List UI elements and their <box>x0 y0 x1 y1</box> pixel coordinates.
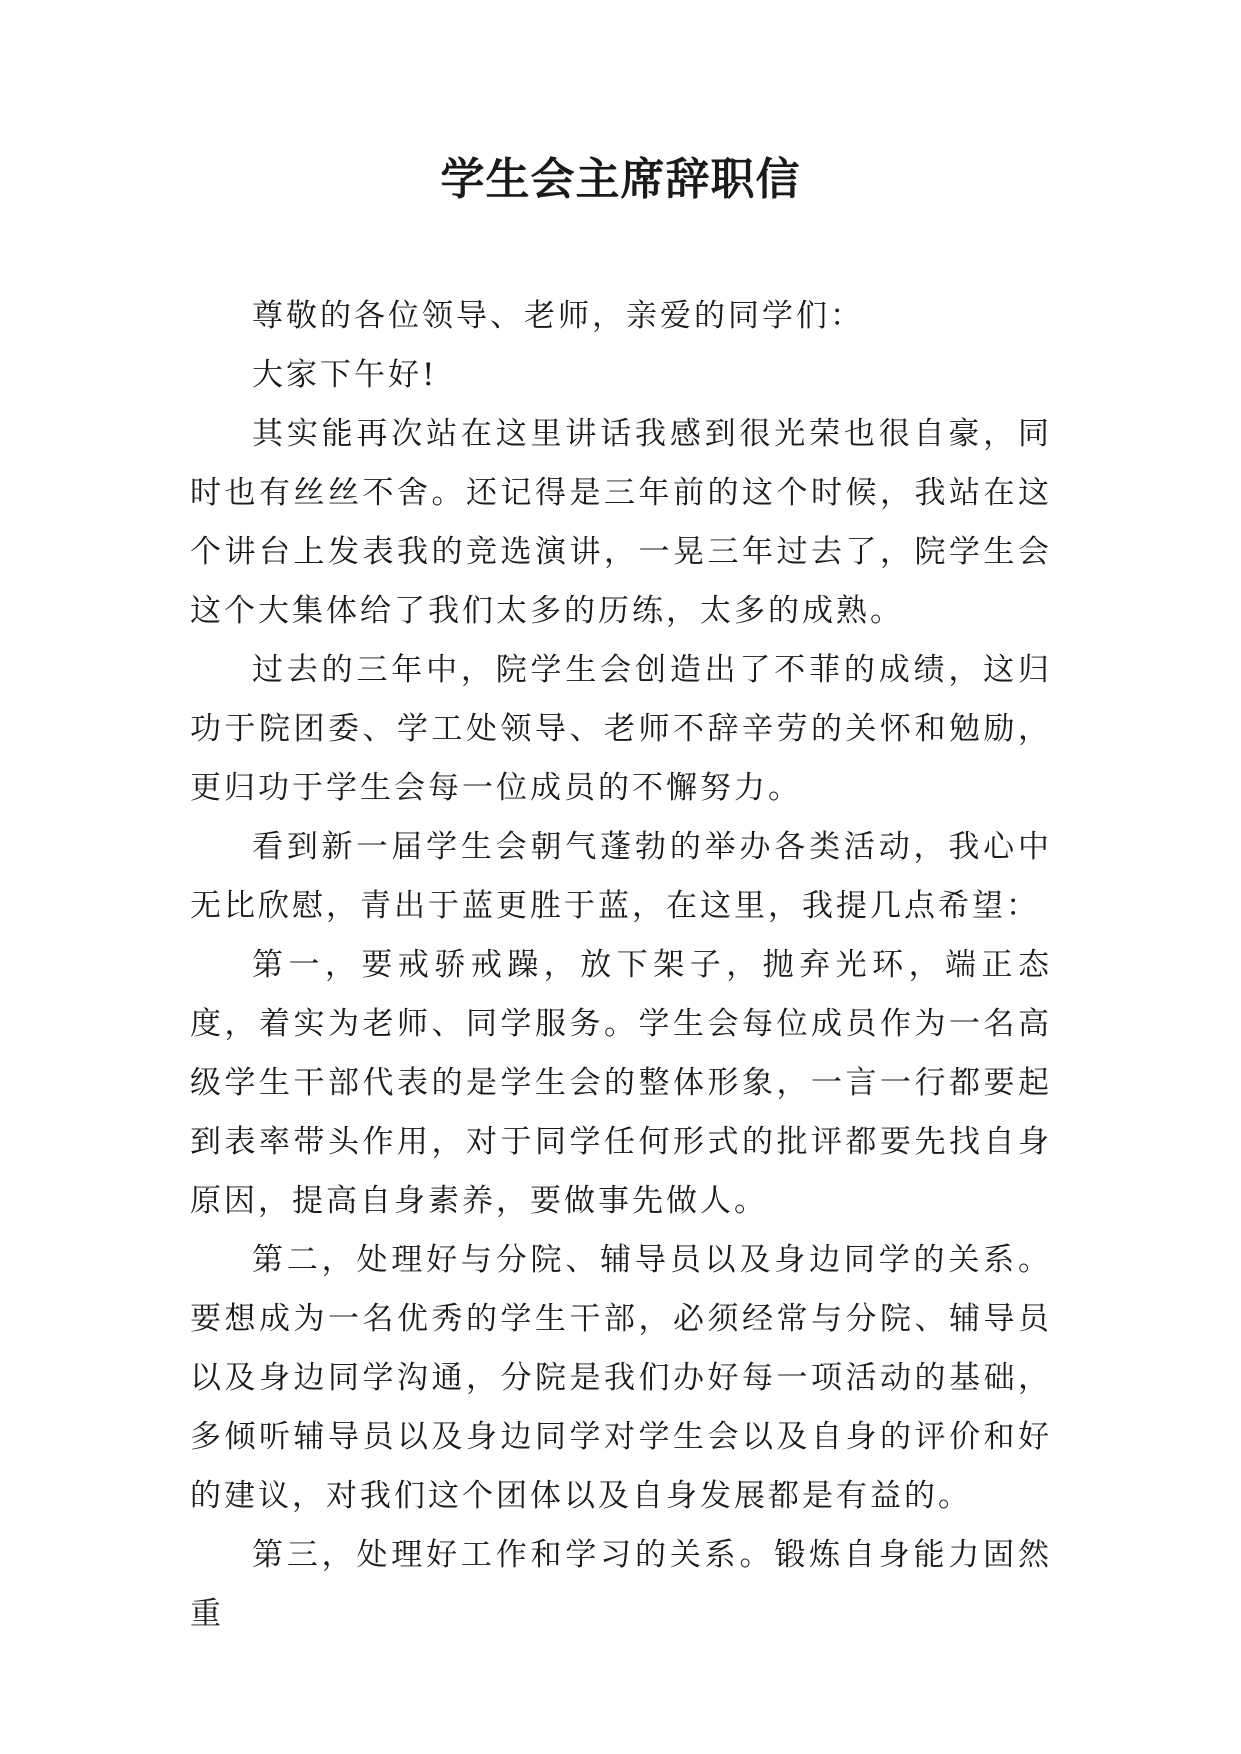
paragraph-point-three: 第三，处理好工作和学习的关系。锻炼自身能力固然重 <box>190 1537 1052 1632</box>
paragraph-point-two: 第二，处理好与分院、辅导员以及身边同学的关系。要想成为一名优秀的学生干部，必须经常与分院、辅导员以及身边同学沟通，分院是我们办好每一项活动的基础，多倾听辅导员以及身边同学对学生会以及自身的评价和好的建议，对我们这个团体以及自身发展都是有益的。 <box>190 1242 1052 1514</box>
paragraph-intro: 其实能再次站在这里讲话我感到很光荣也很自豪，同时也有丝丝不舍。还记得是三年前的这个时候，我站在这个讲台上发表我的竞选演讲，一晃三年过去了，院学生会这个大集体给了我们太多的历练，太多的成熟。 <box>190 416 1052 629</box>
paragraph-point-one: 第一，要戒骄戒躁，放下架子，抛弃光环，端正态度，着实为老师、同学服务。学生会每位成员作为一名高级学生干部代表的是学生会的整体形象，一言一行都要起到表率带头作用，对于同学任何形式的批评都要先找自身原因，提高自身素养，要做事先做人。 <box>190 947 1052 1219</box>
greeting: 大家下午好! <box>252 357 438 393</box>
salutation: 尊敬的各位领导、老师，亲爱的同学们： <box>252 298 864 334</box>
paragraph-achievements: 过去的三年中，院学生会创造出了不菲的成绩，这归功于院团委、学工处领导、老师不辞辛劳的关怀和勉励，更归功于学生会每一位成员的不懈努力。 <box>190 652 1052 806</box>
paragraph-hopes: 看到新一届学生会朝气蓬勃的举办各类活动，我心中无比欣慰，青出于蓝更胜于蓝，在这里，我提几点希望： <box>190 829 1052 924</box>
document-body <box>190 287 1052 1644</box>
document-title: 学生会主席辞职信 <box>440 154 801 205</box>
